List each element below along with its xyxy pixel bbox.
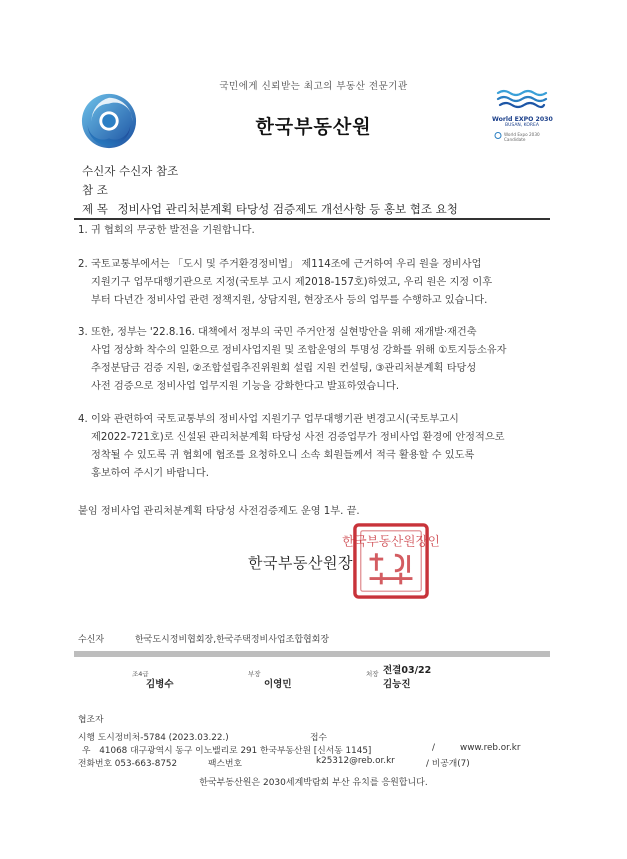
- expo-title: World EXPO 2030: [492, 116, 553, 123]
- divider-bar: [74, 651, 550, 657]
- paragraph-2: [78, 256, 548, 310]
- expo-emblem: [492, 88, 552, 142]
- enforcement-label: 시행: [78, 733, 95, 743]
- fax-text: 팩스번호: [208, 759, 242, 769]
- ref-label: 참 조: [82, 183, 108, 197]
- paragraph-line: 정착될 수 있도록 귀 협회에 협조를 요청하오니 소속 회원들께서 적극 활용할 수 있도록: [91, 450, 475, 461]
- sig2-name: 이영민: [264, 679, 292, 690]
- paragraph-3: [78, 324, 548, 396]
- sender-name: 한국부동산원장: [248, 554, 353, 572]
- recipient-value: 수신자 참조: [118, 164, 179, 178]
- expo-wave-icon: [492, 88, 552, 110]
- phone-text: 전화번호 053-663-8752: [78, 759, 178, 769]
- expo-city: BUSAN, KOREA: [505, 123, 539, 128]
- paragraph-line: 4. 이와 관련하여 국토교통부의 정비사업 지원기구 업무대행기관 변경고시(국토부고시: [78, 414, 459, 425]
- sig1-name: 김병수: [146, 679, 174, 690]
- paragraph-1: [78, 222, 548, 240]
- sig3-name: 김능진: [383, 679, 411, 690]
- cooperator-label: 협조자: [78, 715, 104, 725]
- recipients-row: [78, 632, 329, 645]
- paragraph-line: 홍보하여 주시기 바랍니다.: [91, 468, 209, 479]
- enforcement-value: 도시정비처-5784 (2023.03.22.): [97, 733, 229, 743]
- paragraph-4: [78, 411, 548, 483]
- paragraph-line: 부터 다년간 정비사업 관련 정책지원, 상담지원, 현장조사 등의 업무를 수행하고 있습니다.: [91, 295, 488, 306]
- paragraph-line: 2. 국토교통부에서는 「도시 및 주거환경정비법」 제114조에 근거하여 우리 원을 정비사업: [78, 259, 482, 270]
- org-title: 한국부동산원: [255, 116, 372, 138]
- address-text: 41068 대구광역시 동구 이노밸리로 291 한국부동산원 [신서동 1145]: [99, 746, 372, 756]
- attachment-note: 붙임 정비사업 관리처분계획 타당성 사전검증제도 운영 1부. 끝.: [78, 506, 360, 517]
- recipient-row: [82, 163, 178, 179]
- org-motto: 국민에게 신뢰받는 최고의 부동산 전문기관: [219, 81, 408, 92]
- address-row: [78, 743, 371, 756]
- website-link[interactable]: www.reb.or.kr: [460, 743, 521, 753]
- sig1-role: 조4급: [132, 670, 149, 678]
- paragraph-line: 3. 또한, 정부는 '22.8.16. 대책에서 정부의 국민 주거안정 실현방안을 위해 재개발·재건축: [78, 327, 477, 338]
- footer-motto: 한국부동산원은 2030세계박람회 부산 유치를 응원합니다.: [199, 778, 428, 788]
- paragraph-line: 제2022-721호)로 신설된 관리처분계획 타당성 사전 검증업무가 정비사업 환경에 안정적으로: [91, 432, 505, 443]
- paragraph-line: 사전 검증으로 정비사업 업무지원 기능을 강화한다고 발표하였습니다.: [91, 381, 400, 392]
- recipient-label: 수신자: [82, 164, 116, 178]
- paragraph-line: 지원기구 업무대행기관으로 지정(국토부 고시 제2018-157호)하였고, 우리 원은 지정 이후: [91, 277, 493, 288]
- seal-text: 한국부동산원장인: [342, 533, 440, 549]
- paragraph-line: 추정분담금 검증 지원, ②조합설립추진위원회 설립 지원 컨설팅, ③관리처분계획 타당성: [91, 363, 477, 374]
- sig2-role: 부장: [248, 670, 261, 678]
- address-slash: /: [432, 743, 435, 753]
- recipients-value: 한국도시정비협회장,한국주택정비사업조합협회장: [134, 635, 330, 645]
- expo-small-logo-icon: [494, 132, 502, 139]
- receipt-label: 접수: [310, 733, 327, 743]
- official-seal-icon: [342, 522, 440, 600]
- expo-candidate: World Expo 2030 Candidate: [492, 132, 552, 142]
- sig3-role: 처장: [366, 670, 379, 678]
- disclosure-text: / 비공개(7): [426, 759, 470, 769]
- ref-row: [82, 182, 108, 198]
- subject-underline: [74, 218, 550, 220]
- subject-row: [82, 201, 458, 217]
- post-label: 우: [82, 746, 91, 756]
- subject-label: 제 목: [82, 202, 108, 216]
- paragraph-line: 1. 귀 협회의 무궁한 발전을 기원합니다.: [78, 225, 255, 236]
- email-link[interactable]: k25312@reb.or.kr: [316, 756, 395, 766]
- enforcement-row: [78, 730, 229, 743]
- subject-value: 정비사업 관리처분계획 타당성 검증제도 개선사항 등 홍보 협조 요청: [117, 202, 458, 216]
- sig3-approval: 전결03/22: [383, 665, 432, 676]
- paragraph-line: 사업 정상화 착수의 일환으로 정비사업지원 및 조합운영의 투명성 강화를 위해 ①토지등소유자: [91, 345, 507, 356]
- recipients-label: 수신자: [78, 635, 105, 645]
